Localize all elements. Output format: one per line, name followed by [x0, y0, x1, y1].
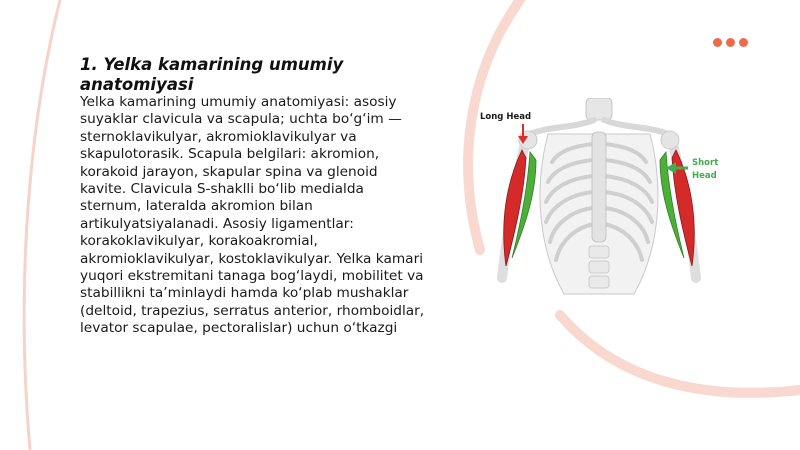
short-head-label-line2: Head: [692, 171, 717, 181]
anatomy-figure: [476, 98, 722, 304]
dot-icon: [713, 38, 722, 47]
shoulder-skeleton-illustration: [476, 98, 722, 304]
dot-icon: [726, 38, 735, 47]
decorative-dots: [713, 38, 748, 47]
long-head-label: Long Head: [480, 112, 532, 122]
short-head-label-line1: Short: [692, 158, 719, 168]
dot-icon: [739, 38, 748, 47]
slide-body-text: Yelka kamarining umumiy anatomiyasi: asosiy suyaklar clavicula va scapula; uchta bo‘g‘im — sternoklavikulyar, akromioklavikulyar va skapulotorasik. Scapula belgilari: akromion, korakoid jarayon, skapular spina va glenoid kavite. Clavicula S-shaklli bo‘lib medialda sternum, lateralda akromion bilan artikulyatsiyalanadi. Asosiy ligamentlar: korakoklavikulyar, korakoakromial, akromioklavikulyar, kostoklavikulyar. Yelka kamari yuqori ekstremitani tanaga bog‘laydi, mobilitet va stabillikni ta’minlaydi hamda ko‘plab mushaklar (deltoid, trapezius, serratus anterior, rhomboidlar, levator scapulae, pectoralislar) uchun o‘tkazgi: [80, 94, 425, 337]
slide-title: 1. Yelka kamarining umumiy anatomiyasi: [80, 55, 344, 94]
